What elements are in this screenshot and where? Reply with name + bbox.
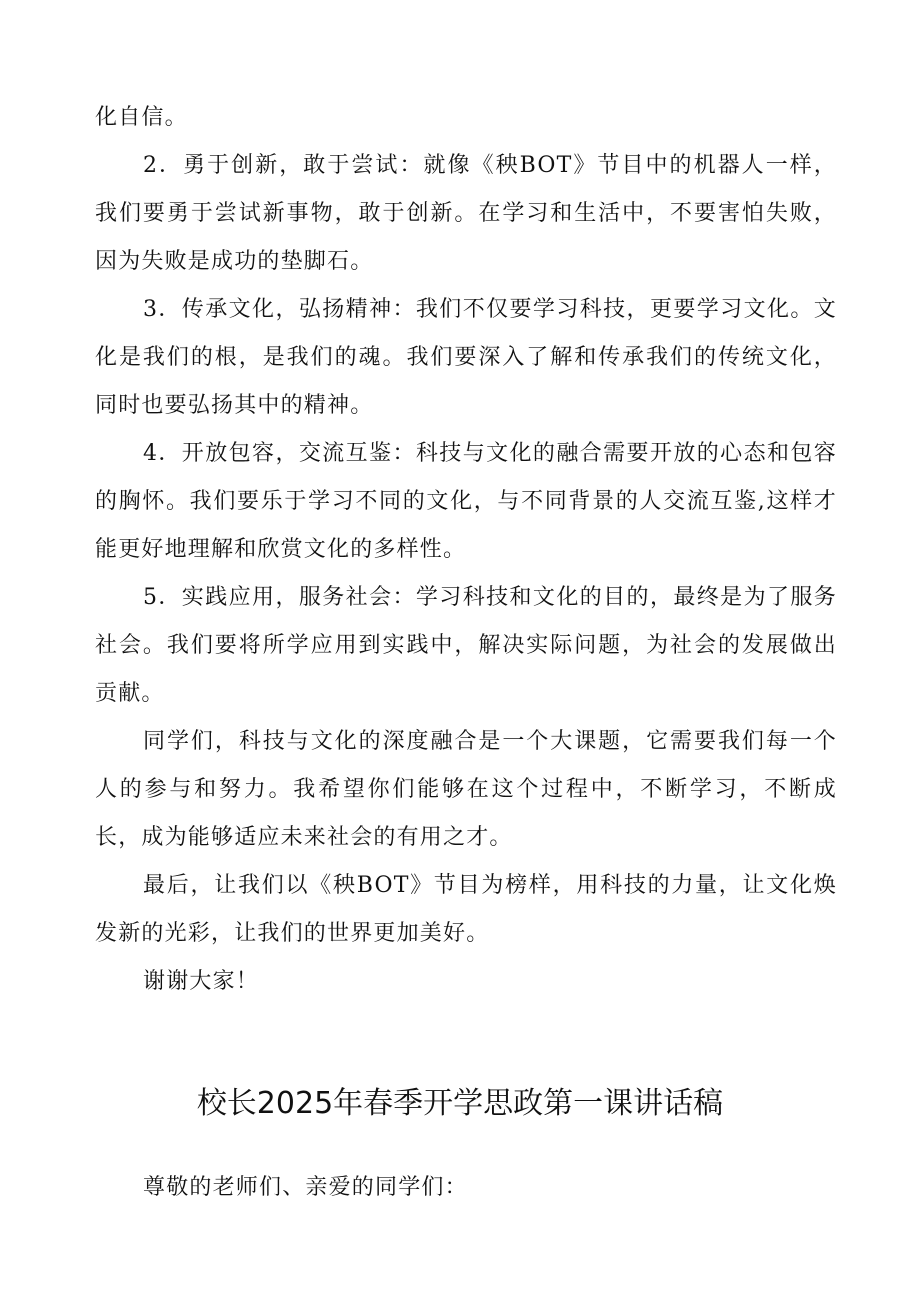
paragraph-closing-1: 同学们，科技与文化的深度融合是一个大课题，它需要我们每一个人的参与和努力。我希望你们能够在这个过程中，不断学习，不断成长，成为能够适应未来社会的有用之才。 xyxy=(95,729,837,850)
list-item-4: 4．开放包容，交流互鉴：科技与文化的融合需要开放的心态和包容的胸怀。我们要乐于学习不同的文化，与不同背景的人交流互鉴,这样才能更好地理解和欣赏文化的多样性。 xyxy=(95,441,837,562)
list-item-5: 5．实践应用，服务社会：学习科技和文化的目的，最终是为了服务社会。我们要将所学应用到实践中，解决实际问题，为社会的发展做出贡献。 xyxy=(95,585,837,706)
section-title: 校长2025年春季开学思政第一课讲话稿 xyxy=(196,1086,724,1121)
paragraph-continuation: 化自信。 xyxy=(95,105,188,130)
list-item-2: 2．勇于创新，敢于尝试：就像《秧BOT》节目中的机器人一样，我们要勇于尝试新事物，敢于创新。在学习和生活中，不要害怕失败，因为失败是成功的垫脚石。 xyxy=(95,153,837,274)
list-item-3: 3．传承文化，弘扬精神：我们不仅要学习科技，更要学习文化。文化是我们的根，是我们的魂。我们要深入了解和传承我们的传统文化，同时也要弘扬其中的精神。 xyxy=(95,297,837,418)
paragraph-thanks: 谢谢大家！ xyxy=(143,969,260,994)
paragraph-salutation: 尊敬的老师们、亲爱的同学们： xyxy=(143,1175,468,1200)
paragraph-closing-2: 最后，让我们以《秧BOT》节目为榜样，用科技的力量，让文化焕发新的光彩，让我们的世界更加美好。 xyxy=(95,873,837,946)
